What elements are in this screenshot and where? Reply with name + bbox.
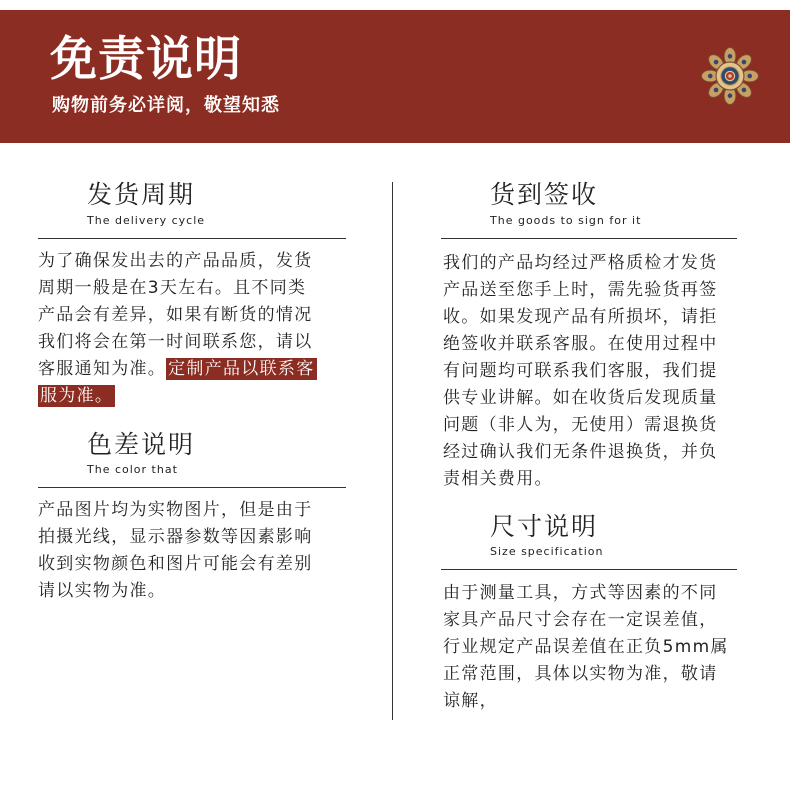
color-subtitle: The color that — [87, 463, 178, 476]
size-line: 行业规定产品误差值在正负5mm属 — [443, 637, 729, 657]
color-line: 产品图片均为实物图片，但是由于 — [38, 500, 313, 520]
color-line: 收到实物颜色和图片可能会有差别 — [38, 554, 313, 574]
receipt-line: 绝签收并联系客服。在使用过程中 — [443, 334, 718, 354]
color-line: 请以实物为准。 — [38, 581, 167, 601]
delivery-highlight: 定制产品以联系客 — [168, 359, 315, 379]
page-title: 免责说明 — [50, 32, 242, 87]
size-title: 尺寸说明 — [490, 512, 599, 541]
delivery-highlight-line — [38, 383, 317, 410]
size-line: 家具产品尺寸会存在一定误差值， — [443, 610, 718, 630]
receipt-text — [443, 250, 718, 493]
receipt-line: 责相关费用。 — [443, 469, 553, 489]
page-subtitle: 购物前务必详阅，敬望知悉 — [52, 95, 280, 116]
mandala-icon — [701, 47, 759, 105]
receipt-line: 收。如果发现产品有所损坏，请拒 — [443, 307, 718, 327]
size-line: 正常范围，具体以实物为准，敬请 — [443, 664, 718, 684]
size-subtitle: Size specification — [490, 545, 604, 558]
delivery-line: 为了确保发出去的产品品质，发货 — [38, 251, 313, 271]
delivery-line-last — [38, 356, 317, 383]
color-rule — [38, 487, 346, 488]
delivery-line: 产品会有差异，如果有断货的情况 — [38, 305, 313, 325]
header-banner — [0, 10, 790, 143]
receipt-line: 供专业讲解。如在收货后发现质量 — [443, 388, 718, 408]
size-line: 谅解， — [443, 691, 498, 711]
delivery-subtitle: The delivery cycle — [87, 214, 206, 227]
receipt-line: 我们的产品均经过严格质检才发货 — [443, 253, 718, 273]
delivery-text — [38, 248, 317, 410]
receipt-line: 产品送至您手上时，需先验货再签 — [443, 280, 718, 300]
delivery-title: 发货周期 — [87, 180, 196, 209]
receipt-subtitle: The goods to sign for it — [490, 214, 642, 227]
receipt-line: 有问题均可联系我们客服，我们提 — [443, 361, 718, 381]
delivery-line: 周期一般是在3天左右。且不同类 — [38, 278, 307, 298]
receipt-title: 货到签收 — [490, 180, 599, 209]
delivery-line: 客服通知为准。 — [38, 359, 167, 379]
size-rule — [441, 569, 737, 570]
delivery-highlight-cont: 服为准。 — [40, 386, 114, 406]
color-line: 拍摄光线，显示器参数等因素影响 — [38, 527, 313, 547]
size-text — [443, 580, 729, 715]
size-line: 由于测量工具，方式等因素的不同 — [443, 583, 718, 603]
column-divider — [392, 182, 393, 720]
receipt-line: 问题（非人为，无使用）需退换货 — [443, 415, 718, 435]
delivery-line: 我们将会在第一时间联系您，请以 — [38, 332, 313, 352]
receipt-line: 经过确认我们无条件退换货，并负 — [443, 442, 718, 462]
delivery-rule — [38, 238, 346, 239]
receipt-rule — [441, 238, 737, 239]
color-text — [38, 497, 313, 605]
color-title: 色差说明 — [87, 430, 196, 459]
